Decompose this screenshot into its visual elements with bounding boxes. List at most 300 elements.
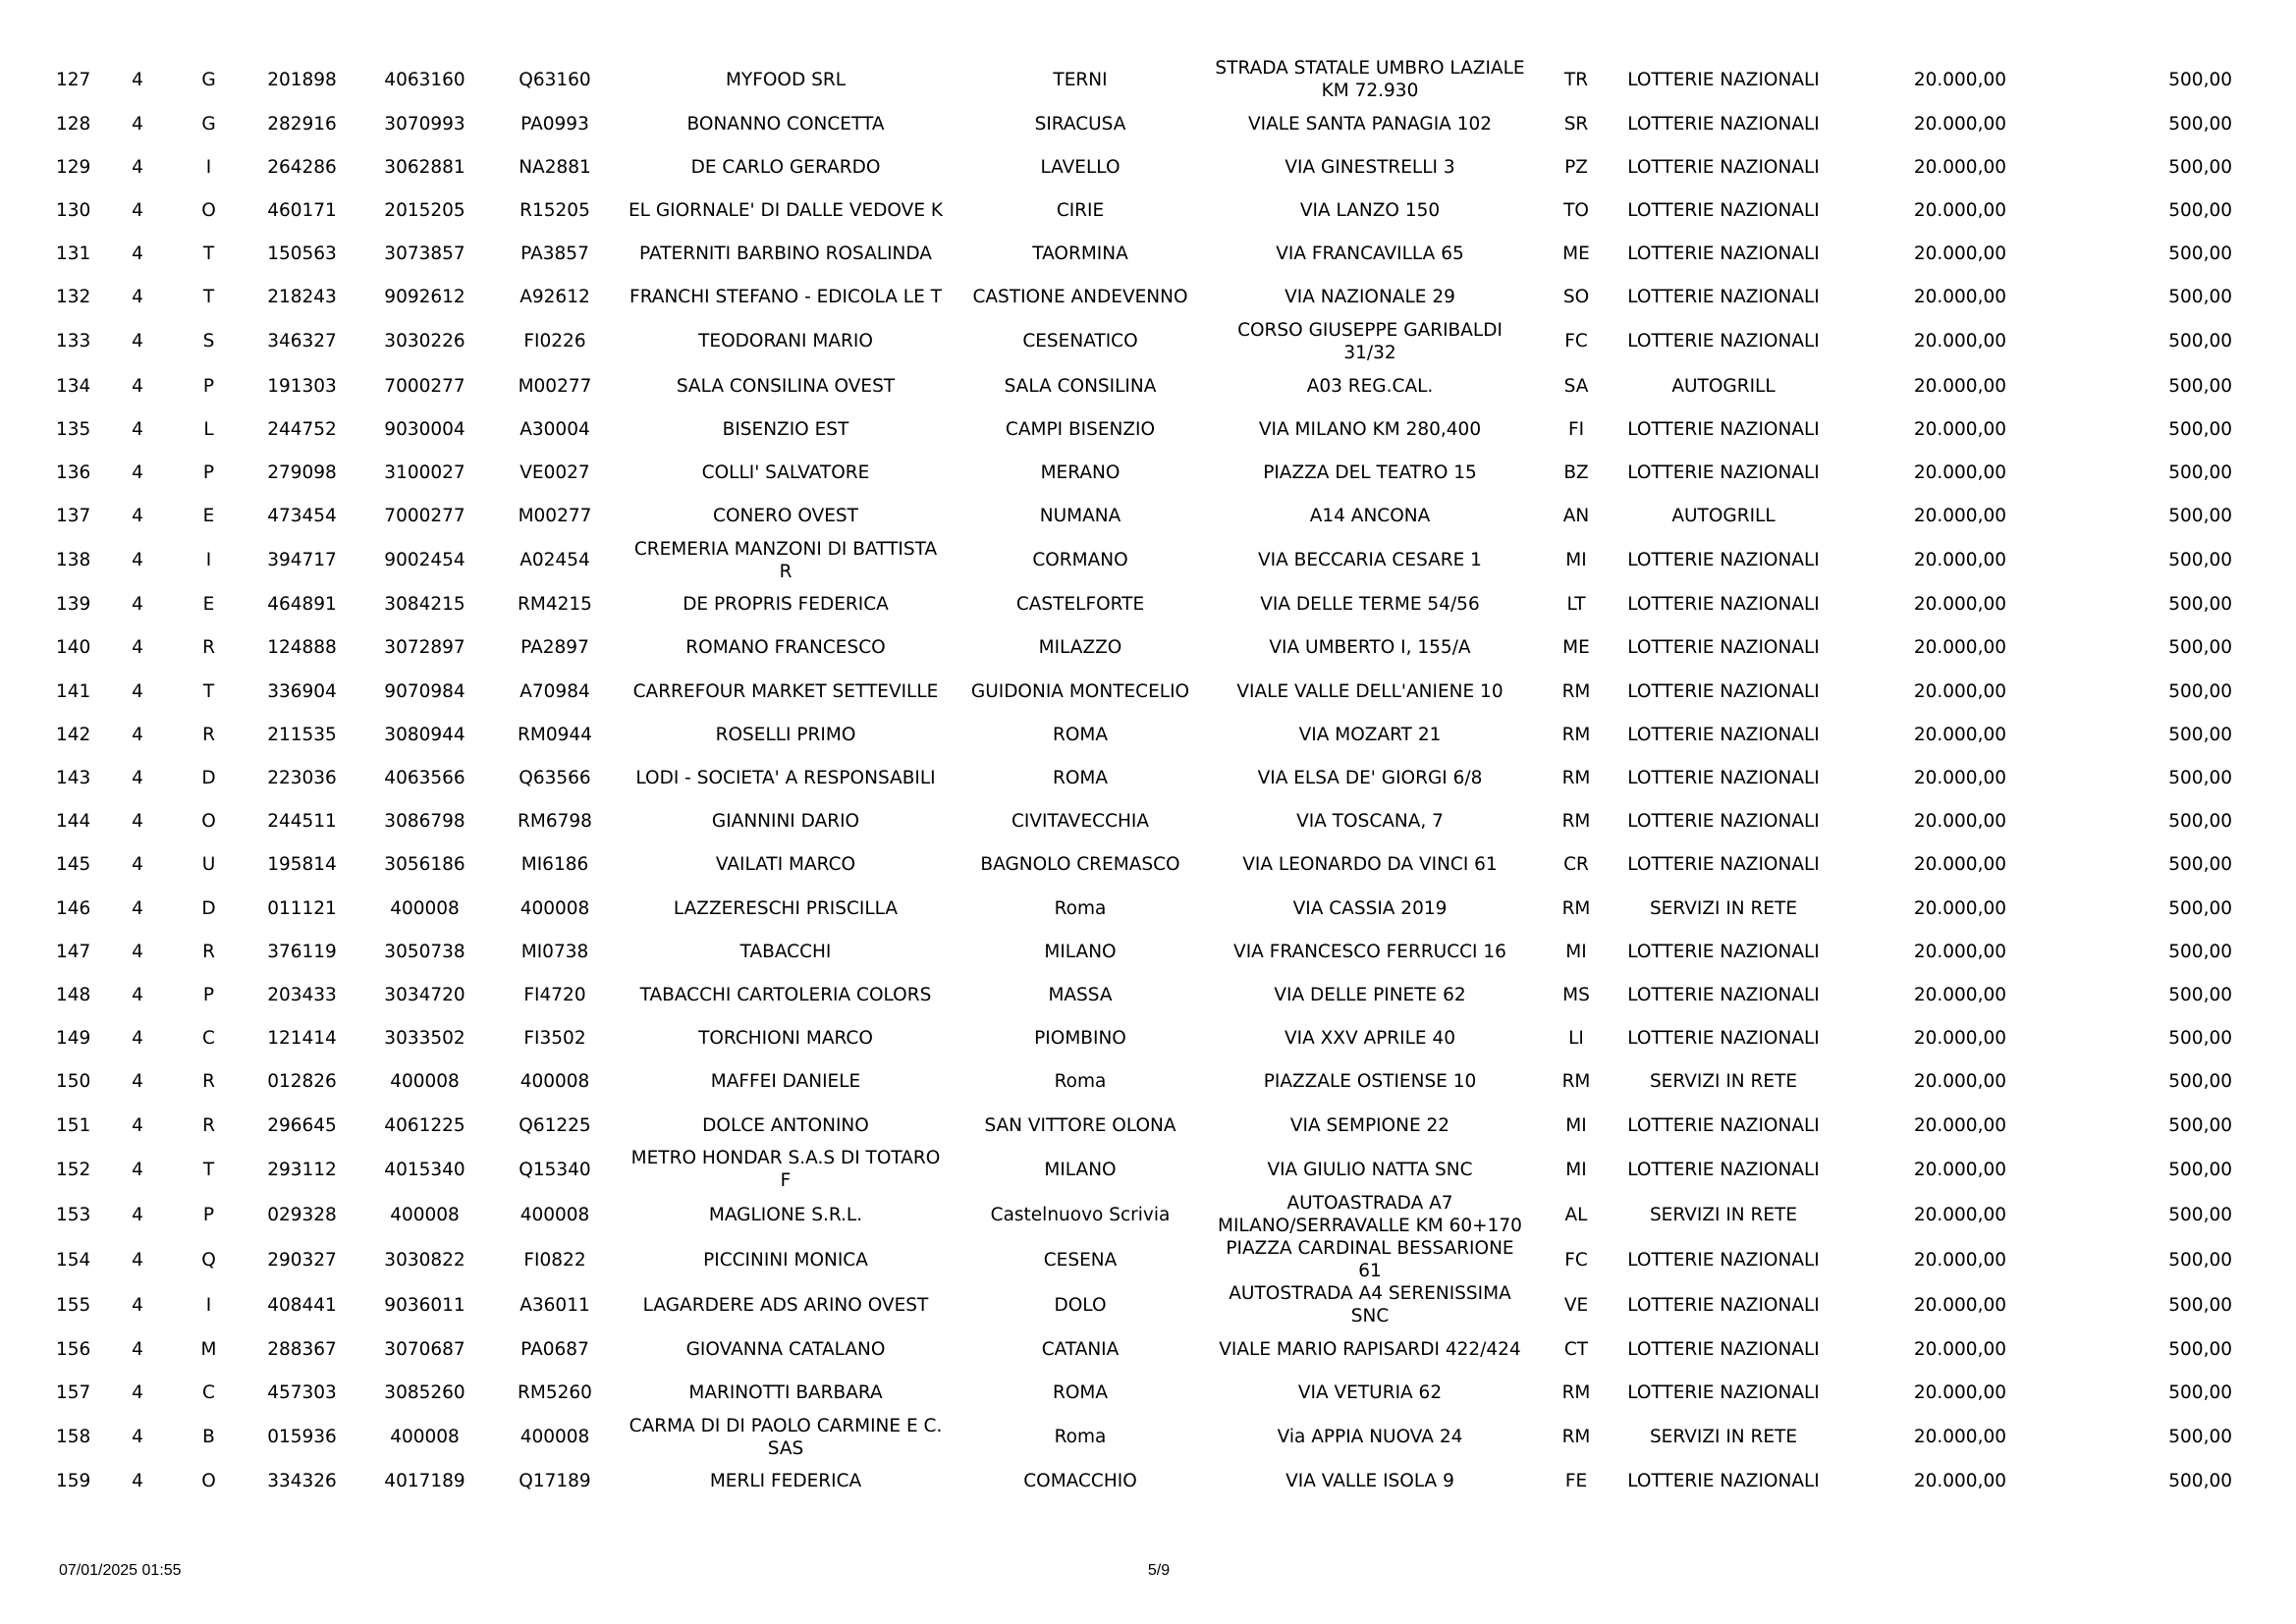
- retailer-name-cell: GIOVANNA CATALANO: [685, 1338, 886, 1360]
- prize-amount-cell: 20.000,00: [1913, 1471, 2006, 1492]
- address-cell: AUTOSTRADA A4 SERENISSIMA SNC: [1229, 1283, 1511, 1327]
- ticket-number-cell: 460171: [267, 199, 337, 221]
- category-cell: 4: [132, 1159, 143, 1180]
- row-number-cell: 147: [56, 941, 91, 962]
- prize-amount-cell: 20.000,00: [1913, 1028, 2006, 1050]
- retailer-name-cell: BISENZIO EST: [722, 418, 849, 440]
- city-cell: ROMA: [1052, 724, 1109, 745]
- category-cell: 4: [132, 768, 143, 789]
- sales-code-cell: A30004: [519, 418, 590, 440]
- series-cell: I: [205, 1294, 212, 1316]
- retailer-name-cell: DE CARLO GERARDO: [690, 156, 881, 178]
- channel-cell: LOTTERIE NAZIONALI: [1627, 550, 1820, 571]
- ticket-number-cell: 011121: [267, 897, 337, 919]
- retailer-name-cell: MYFOOD SRL: [725, 69, 847, 90]
- series-cell: Q: [201, 1249, 216, 1271]
- point-code-cell: 3086798: [384, 811, 465, 833]
- category-cell: 4: [132, 113, 143, 135]
- commission-amount-cell: 500,00: [2168, 199, 2232, 221]
- city-cell: ROMA: [1052, 768, 1109, 789]
- channel-cell: LOTTERIE NAZIONALI: [1627, 461, 1820, 483]
- sales-code-cell: PA3857: [520, 244, 589, 265]
- address-cell: Via APPIA NUOVA 24: [1277, 1427, 1463, 1447]
- channel-cell: LOTTERIE NAZIONALI: [1627, 768, 1820, 789]
- channel-cell: AUTOGRILL: [1671, 506, 1776, 527]
- category-cell: 4: [132, 1028, 143, 1050]
- series-cell: C: [202, 1028, 215, 1050]
- category-cell: 4: [132, 244, 143, 265]
- retailer-name-cell: TEODORANI MARIO: [698, 331, 873, 352]
- series-cell: I: [205, 156, 212, 178]
- city-cell: CIRIE: [1056, 199, 1105, 221]
- point-code-cell: 4063566: [384, 768, 465, 789]
- prize-amount-cell: 20.000,00: [1913, 113, 2006, 135]
- retailer-name-cell: LAZZERESCHI PRISCILLA: [673, 897, 899, 919]
- sales-code-cell: 400008: [519, 1427, 590, 1447]
- city-cell: Roma: [1054, 1427, 1107, 1447]
- commission-amount-cell: 500,00: [2168, 506, 2232, 527]
- row-number-cell: 157: [56, 1381, 91, 1403]
- sales-code-cell: FI4720: [523, 984, 586, 1005]
- channel-cell: LOTTERIE NAZIONALI: [1627, 1471, 1820, 1492]
- point-code-cell: 3062881: [384, 156, 465, 178]
- province-cell: SR: [1563, 113, 1589, 135]
- sales-code-cell: FI3502: [523, 1028, 586, 1050]
- province-cell: SA: [1563, 375, 1589, 397]
- retailer-name-cell: LAGARDERE ADS ARINO OVEST: [642, 1294, 929, 1316]
- table-row: [54, 57, 2234, 102]
- address-cell: VIA SEMPIONE 22: [1289, 1114, 1450, 1136]
- city-cell: CIVITAVECCHIA: [1011, 811, 1150, 833]
- row-number-cell: 133: [56, 331, 91, 352]
- series-cell: D: [201, 897, 216, 919]
- prize-amount-cell: 20.000,00: [1913, 418, 2006, 440]
- category-cell: 4: [132, 1338, 143, 1360]
- city-cell: MASSA: [1048, 984, 1113, 1005]
- retailer-name-cell: SALA CONSILINA OVEST: [676, 375, 896, 397]
- address-cell: CORSO GIUSEPPE GARIBALDI 31/32: [1237, 319, 1503, 363]
- retailer-name-cell: VAILATI MARCO: [715, 854, 856, 876]
- prize-amount-cell: 20.000,00: [1913, 1338, 2006, 1360]
- row-number-cell: 149: [56, 1028, 91, 1050]
- row-number-cell: 150: [56, 1071, 91, 1093]
- table-row: [54, 407, 2234, 451]
- series-cell: E: [202, 594, 215, 616]
- commission-amount-cell: 500,00: [2168, 461, 2232, 483]
- commission-amount-cell: 500,00: [2168, 768, 2232, 789]
- sales-code-cell: Q63566: [519, 768, 591, 789]
- address-cell: VIA LANZO 150: [1299, 199, 1441, 221]
- sales-code-cell: PA0687: [520, 1338, 589, 1360]
- prize-amount-cell: 20.000,00: [1913, 69, 2006, 90]
- address-cell: VIA MILANO KM 280,400: [1258, 418, 1482, 440]
- series-cell: T: [202, 1159, 215, 1180]
- series-cell: P: [202, 1204, 215, 1225]
- category-cell: 4: [132, 811, 143, 833]
- table-row: [54, 1460, 2234, 1503]
- sales-code-cell: Q63160: [519, 69, 591, 90]
- prize-amount-cell: 20.000,00: [1913, 1071, 2006, 1093]
- ticket-number-cell: 201898: [267, 69, 337, 90]
- channel-cell: LOTTERIE NAZIONALI: [1627, 1294, 1820, 1316]
- ticket-number-cell: 195814: [267, 854, 337, 876]
- channel-cell: LOTTERIE NAZIONALI: [1627, 1114, 1820, 1136]
- row-number-cell: 156: [56, 1338, 91, 1360]
- prize-amount-cell: 20.000,00: [1913, 594, 2006, 616]
- address-cell: VIA MOZART 21: [1298, 724, 1442, 745]
- ticket-number-cell: 394717: [267, 550, 337, 571]
- category-cell: 4: [132, 331, 143, 352]
- channel-cell: LOTTERIE NAZIONALI: [1627, 418, 1820, 440]
- print-timestamp: 07/01/2025 01:55: [59, 1562, 182, 1579]
- category-cell: 4: [132, 287, 143, 308]
- point-code-cell: 9036011: [384, 1294, 465, 1316]
- sales-code-cell: PA2897: [520, 637, 589, 659]
- prize-amount-cell: 20.000,00: [1913, 637, 2006, 659]
- table-row: [54, 626, 2234, 670]
- channel-cell: SERVIZI IN RETE: [1649, 1427, 1798, 1447]
- ticket-number-cell: 408441: [267, 1294, 337, 1316]
- point-code-cell: 400008: [390, 1427, 460, 1447]
- series-cell: L: [203, 418, 214, 440]
- row-number-cell: 130: [56, 199, 91, 221]
- channel-cell: AUTOGRILL: [1671, 375, 1776, 397]
- retailer-name-cell: GIANNINI DARIO: [711, 811, 860, 833]
- point-code-cell: 3030822: [384, 1249, 465, 1271]
- province-cell: AN: [1562, 506, 1590, 527]
- province-cell: FI: [1567, 418, 1585, 440]
- series-cell: P: [202, 461, 215, 483]
- address-cell: VIA NAZIONALE 29: [1285, 287, 1455, 308]
- address-cell: STRADA STATALE UMBRO LAZIALE KM 72.930: [1215, 58, 1525, 101]
- series-cell: I: [205, 550, 212, 571]
- ticket-number-cell: 244511: [267, 811, 337, 833]
- row-number-cell: 138: [56, 550, 91, 571]
- table-row: [54, 1371, 2234, 1414]
- city-cell: GUIDONIA MONTECELIO: [970, 680, 1190, 702]
- table-row: [54, 887, 2234, 930]
- ticket-number-cell: 121414: [267, 1028, 337, 1050]
- sales-code-cell: RM6798: [518, 811, 592, 833]
- commission-amount-cell: 500,00: [2168, 984, 2232, 1005]
- city-cell: MILAZZO: [1038, 637, 1122, 659]
- channel-cell: LOTTERIE NAZIONALI: [1627, 594, 1820, 616]
- channel-cell: LOTTERIE NAZIONALI: [1627, 637, 1820, 659]
- series-cell: P: [202, 375, 215, 397]
- ticket-number-cell: 244752: [267, 418, 337, 440]
- sales-code-cell: M00277: [518, 506, 592, 527]
- series-cell: S: [202, 331, 215, 352]
- address-cell: VIALE MARIO RAPISARDI 422/424: [1219, 1338, 1521, 1360]
- commission-amount-cell: 500,00: [2168, 724, 2232, 745]
- point-code-cell: 4061225: [384, 1114, 465, 1136]
- channel-cell: SERVIZI IN RETE: [1649, 1204, 1798, 1225]
- row-number-cell: 151: [56, 1114, 91, 1136]
- table-row: [54, 713, 2234, 756]
- channel-cell: LOTTERIE NAZIONALI: [1627, 724, 1820, 745]
- prize-amount-cell: 20.000,00: [1913, 1249, 2006, 1271]
- table-row: [54, 364, 2234, 407]
- address-cell: VIALE VALLE DELL'ANIENE 10: [1236, 680, 1503, 702]
- province-cell: RM: [1561, 768, 1591, 789]
- commission-amount-cell: 500,00: [2168, 897, 2232, 919]
- retailer-name-cell: CARMA DI DI PAOLO CARMINE E C. SAS: [629, 1415, 943, 1459]
- province-cell: CT: [1563, 1338, 1589, 1360]
- page-number: 5/9: [1147, 1562, 1171, 1579]
- province-cell: ME: [1562, 244, 1590, 265]
- table-row: [54, 102, 2234, 145]
- point-code-cell: 3050738: [384, 941, 465, 962]
- channel-cell: LOTTERIE NAZIONALI: [1627, 1159, 1820, 1180]
- city-cell: CASTIONE ANDEVENNO: [972, 287, 1188, 308]
- address-cell: VIALE SANTA PANAGIA 102: [1247, 113, 1493, 135]
- city-cell: NUMANA: [1039, 506, 1121, 527]
- prize-amount-cell: 20.000,00: [1913, 1294, 2006, 1316]
- province-cell: TO: [1563, 199, 1589, 221]
- ticket-number-cell: 279098: [267, 461, 337, 483]
- prize-amount-cell: 20.000,00: [1913, 550, 2006, 571]
- point-code-cell: 400008: [390, 1204, 460, 1225]
- sales-code-cell: A70984: [519, 680, 590, 702]
- address-cell: VIA LEONARDO DA VINCI 61: [1242, 854, 1498, 876]
- series-cell: R: [202, 941, 215, 962]
- ticket-number-cell: 288367: [267, 1338, 337, 1360]
- sales-code-cell: M00277: [518, 375, 592, 397]
- retailer-name-cell: COLLI' SALVATORE: [701, 461, 870, 483]
- commission-amount-cell: 500,00: [2168, 1159, 2232, 1180]
- prize-amount-cell: 20.000,00: [1913, 897, 2006, 919]
- table-row: [54, 1147, 2234, 1192]
- channel-cell: SERVIZI IN RETE: [1649, 897, 1798, 919]
- commission-amount-cell: 500,00: [2168, 287, 2232, 308]
- retailer-name-cell: ROSELLI PRIMO: [715, 724, 856, 745]
- commission-amount-cell: 500,00: [2168, 1427, 2232, 1447]
- commission-amount-cell: 500,00: [2168, 1294, 2232, 1316]
- address-cell: VIA BECCARIA CESARE 1: [1258, 550, 1482, 571]
- ticket-number-cell: 150563: [267, 244, 337, 265]
- prize-amount-cell: 20.000,00: [1913, 811, 2006, 833]
- series-cell: G: [201, 69, 216, 90]
- category-cell: 4: [132, 69, 143, 90]
- commission-amount-cell: 500,00: [2168, 1381, 2232, 1403]
- sales-code-cell: PA0993: [520, 113, 589, 135]
- table-row: [54, 233, 2234, 276]
- category-cell: 4: [132, 375, 143, 397]
- city-cell: MERANO: [1040, 461, 1121, 483]
- point-code-cell: 2015205: [384, 199, 465, 221]
- table-row: [54, 843, 2234, 887]
- table-row: [54, 189, 2234, 232]
- table-row: [54, 276, 2234, 319]
- channel-cell: LOTTERIE NAZIONALI: [1627, 113, 1820, 135]
- retailer-name-cell: DOLCE ANTONINO: [702, 1114, 869, 1136]
- category-cell: 4: [132, 984, 143, 1005]
- category-cell: 4: [132, 1427, 143, 1447]
- ticket-number-cell: 290327: [267, 1249, 337, 1271]
- sales-code-cell: A92612: [519, 287, 590, 308]
- table-row: [54, 1237, 2234, 1282]
- retailer-name-cell: TABACCHI CARTOLERIA COLORS: [639, 984, 932, 1005]
- sales-code-cell: R15205: [519, 199, 590, 221]
- ticket-number-cell: 464891: [267, 594, 337, 616]
- prize-amount-cell: 20.000,00: [1913, 156, 2006, 178]
- commission-amount-cell: 500,00: [2168, 375, 2232, 397]
- ticket-number-cell: 473454: [267, 506, 337, 527]
- ticket-number-cell: 029328: [267, 1204, 337, 1225]
- row-number-cell: 141: [56, 680, 91, 702]
- prize-amount-cell: 20.000,00: [1913, 1159, 2006, 1180]
- point-code-cell: 7000277: [384, 506, 465, 527]
- point-code-cell: 9070984: [384, 680, 465, 702]
- retailer-name-cell: BONANNO CONCETTA: [686, 113, 885, 135]
- prize-amount-cell: 20.000,00: [1913, 1204, 2006, 1225]
- address-cell: VIA VETURIA 62: [1297, 1381, 1443, 1403]
- city-cell: CESENA: [1043, 1249, 1118, 1271]
- table-row: [54, 1282, 2234, 1327]
- city-cell: CESENATICO: [1022, 331, 1138, 352]
- province-cell: MS: [1562, 984, 1590, 1005]
- address-cell: PIAZZA CARDINAL BESSARIONE 61: [1226, 1238, 1514, 1282]
- table-row: [54, 1104, 2234, 1147]
- retailer-name-cell: FRANCHI STEFANO - EDICOLA LE T: [629, 287, 942, 308]
- row-number-cell: 143: [56, 768, 91, 789]
- address-cell: VIA UMBERTO I, 155/A: [1269, 637, 1471, 659]
- sales-code-cell: Q15340: [519, 1159, 591, 1180]
- series-cell: P: [202, 984, 215, 1005]
- province-cell: ME: [1562, 637, 1590, 659]
- prize-amount-cell: 20.000,00: [1913, 287, 2006, 308]
- ticket-number-cell: 334326: [267, 1471, 337, 1492]
- retailer-name-cell: TORCHIONI MARCO: [698, 1028, 873, 1050]
- category-cell: 4: [132, 854, 143, 876]
- channel-cell: LOTTERIE NAZIONALI: [1627, 331, 1820, 352]
- category-cell: 4: [132, 724, 143, 745]
- row-number-cell: 127: [56, 69, 91, 90]
- province-cell: FC: [1564, 1249, 1588, 1271]
- point-code-cell: 3030226: [384, 331, 465, 352]
- city-cell: SAN VITTORE OLONA: [984, 1114, 1176, 1136]
- ticket-number-cell: 124888: [267, 637, 337, 659]
- commission-amount-cell: 500,00: [2168, 811, 2232, 833]
- sales-code-cell: RM4215: [518, 594, 592, 616]
- ticket-number-cell: 282916: [267, 113, 337, 135]
- province-cell: MI: [1565, 941, 1587, 962]
- address-cell: VIA GIULIO NATTA SNC: [1267, 1159, 1473, 1180]
- table-row: [54, 319, 2234, 364]
- series-cell: R: [202, 1114, 215, 1136]
- channel-cell: LOTTERIE NAZIONALI: [1627, 1381, 1820, 1403]
- ticket-number-cell: 203433: [267, 984, 337, 1005]
- commission-amount-cell: 500,00: [2168, 156, 2232, 178]
- category-cell: 4: [132, 199, 143, 221]
- category-cell: 4: [132, 1071, 143, 1093]
- table-row: [54, 451, 2234, 494]
- category-cell: 4: [132, 680, 143, 702]
- sales-code-cell: VE0027: [519, 461, 590, 483]
- row-number-cell: 153: [56, 1204, 91, 1225]
- row-number-cell: 135: [56, 418, 91, 440]
- category-cell: 4: [132, 550, 143, 571]
- retailer-name-cell: PICCININI MONICA: [703, 1249, 868, 1271]
- series-cell: R: [202, 724, 215, 745]
- prize-amount-cell: 20.000,00: [1913, 1114, 2006, 1136]
- retailer-name-cell: MERLI FEDERICA: [709, 1471, 862, 1492]
- city-cell: TERNI: [1053, 69, 1108, 90]
- point-code-cell: 9030004: [384, 418, 465, 440]
- category-cell: 4: [132, 594, 143, 616]
- city-cell: PIOMBINO: [1034, 1028, 1126, 1050]
- ticket-number-cell: 293112: [267, 1159, 337, 1180]
- province-cell: AL: [1564, 1204, 1588, 1225]
- retailer-name-cell: DE PROPRIS FEDERICA: [683, 594, 889, 616]
- point-code-cell: 3034720: [384, 984, 465, 1005]
- series-cell: C: [202, 1381, 215, 1403]
- prize-amount-cell: 20.000,00: [1913, 461, 2006, 483]
- sales-code-cell: A36011: [519, 1294, 590, 1316]
- table-row: [54, 973, 2234, 1016]
- prize-amount-cell: 20.000,00: [1913, 941, 2006, 962]
- address-cell: VIA ELSA DE' GIORGI 6/8: [1257, 768, 1483, 789]
- retailer-name-cell: METRO HONDAR S.A.S DI TOTARO F: [630, 1148, 941, 1192]
- ticket-number-cell: 211535: [267, 724, 337, 745]
- ticket-number-cell: 223036: [267, 768, 337, 789]
- commission-amount-cell: 500,00: [2168, 1338, 2232, 1360]
- row-number-cell: 152: [56, 1159, 91, 1180]
- channel-cell: LOTTERIE NAZIONALI: [1627, 941, 1820, 962]
- point-code-cell: 3100027: [384, 461, 465, 483]
- channel-cell: LOTTERIE NAZIONALI: [1627, 1338, 1820, 1360]
- prize-amount-cell: 20.000,00: [1913, 984, 2006, 1005]
- sales-code-cell: Q61225: [519, 1114, 591, 1136]
- province-cell: RM: [1561, 1071, 1591, 1093]
- city-cell: SIRACUSA: [1034, 113, 1126, 135]
- address-cell: PIAZZALE OSTIENSE 10: [1263, 1071, 1477, 1093]
- point-code-cell: 3033502: [384, 1028, 465, 1050]
- winners-table: [54, 57, 2234, 1503]
- prize-amount-cell: 20.000,00: [1913, 244, 2006, 265]
- sales-code-cell: 400008: [519, 1204, 590, 1225]
- commission-amount-cell: 500,00: [2168, 1114, 2232, 1136]
- province-cell: RM: [1561, 1381, 1591, 1403]
- point-code-cell: 400008: [390, 897, 460, 919]
- city-cell: CASTELFORTE: [1015, 594, 1145, 616]
- city-cell: Roma: [1054, 1071, 1107, 1093]
- city-cell: SALA CONSILINA: [1004, 375, 1157, 397]
- row-number-cell: 154: [56, 1249, 91, 1271]
- province-cell: RM: [1561, 897, 1591, 919]
- address-cell: VIA DELLE PINETE 62: [1274, 984, 1466, 1005]
- prize-amount-cell: 20.000,00: [1913, 768, 2006, 789]
- retailer-name-cell: CARREFOUR MARKET SETTEVILLE: [632, 680, 939, 702]
- table-row: [54, 538, 2234, 583]
- row-number-cell: 134: [56, 375, 91, 397]
- city-cell: Castelnuovo Scrivia: [990, 1204, 1171, 1225]
- channel-cell: LOTTERIE NAZIONALI: [1627, 680, 1820, 702]
- point-code-cell: 9002454: [384, 550, 465, 571]
- prize-amount-cell: 20.000,00: [1913, 724, 2006, 745]
- channel-cell: LOTTERIE NAZIONALI: [1627, 199, 1820, 221]
- row-number-cell: 159: [56, 1471, 91, 1492]
- ticket-number-cell: 346327: [267, 331, 337, 352]
- city-cell: COMACCHIO: [1023, 1471, 1137, 1492]
- series-cell: T: [202, 680, 215, 702]
- ticket-number-cell: 296645: [267, 1114, 337, 1136]
- sales-code-cell: MI6186: [520, 854, 589, 876]
- commission-amount-cell: 500,00: [2168, 418, 2232, 440]
- address-cell: AUTOASTRADA A7 MILANO/SERRAVALLE KM 60+170: [1218, 1193, 1522, 1237]
- province-cell: PZ: [1564, 156, 1588, 178]
- province-cell: RM: [1561, 680, 1591, 702]
